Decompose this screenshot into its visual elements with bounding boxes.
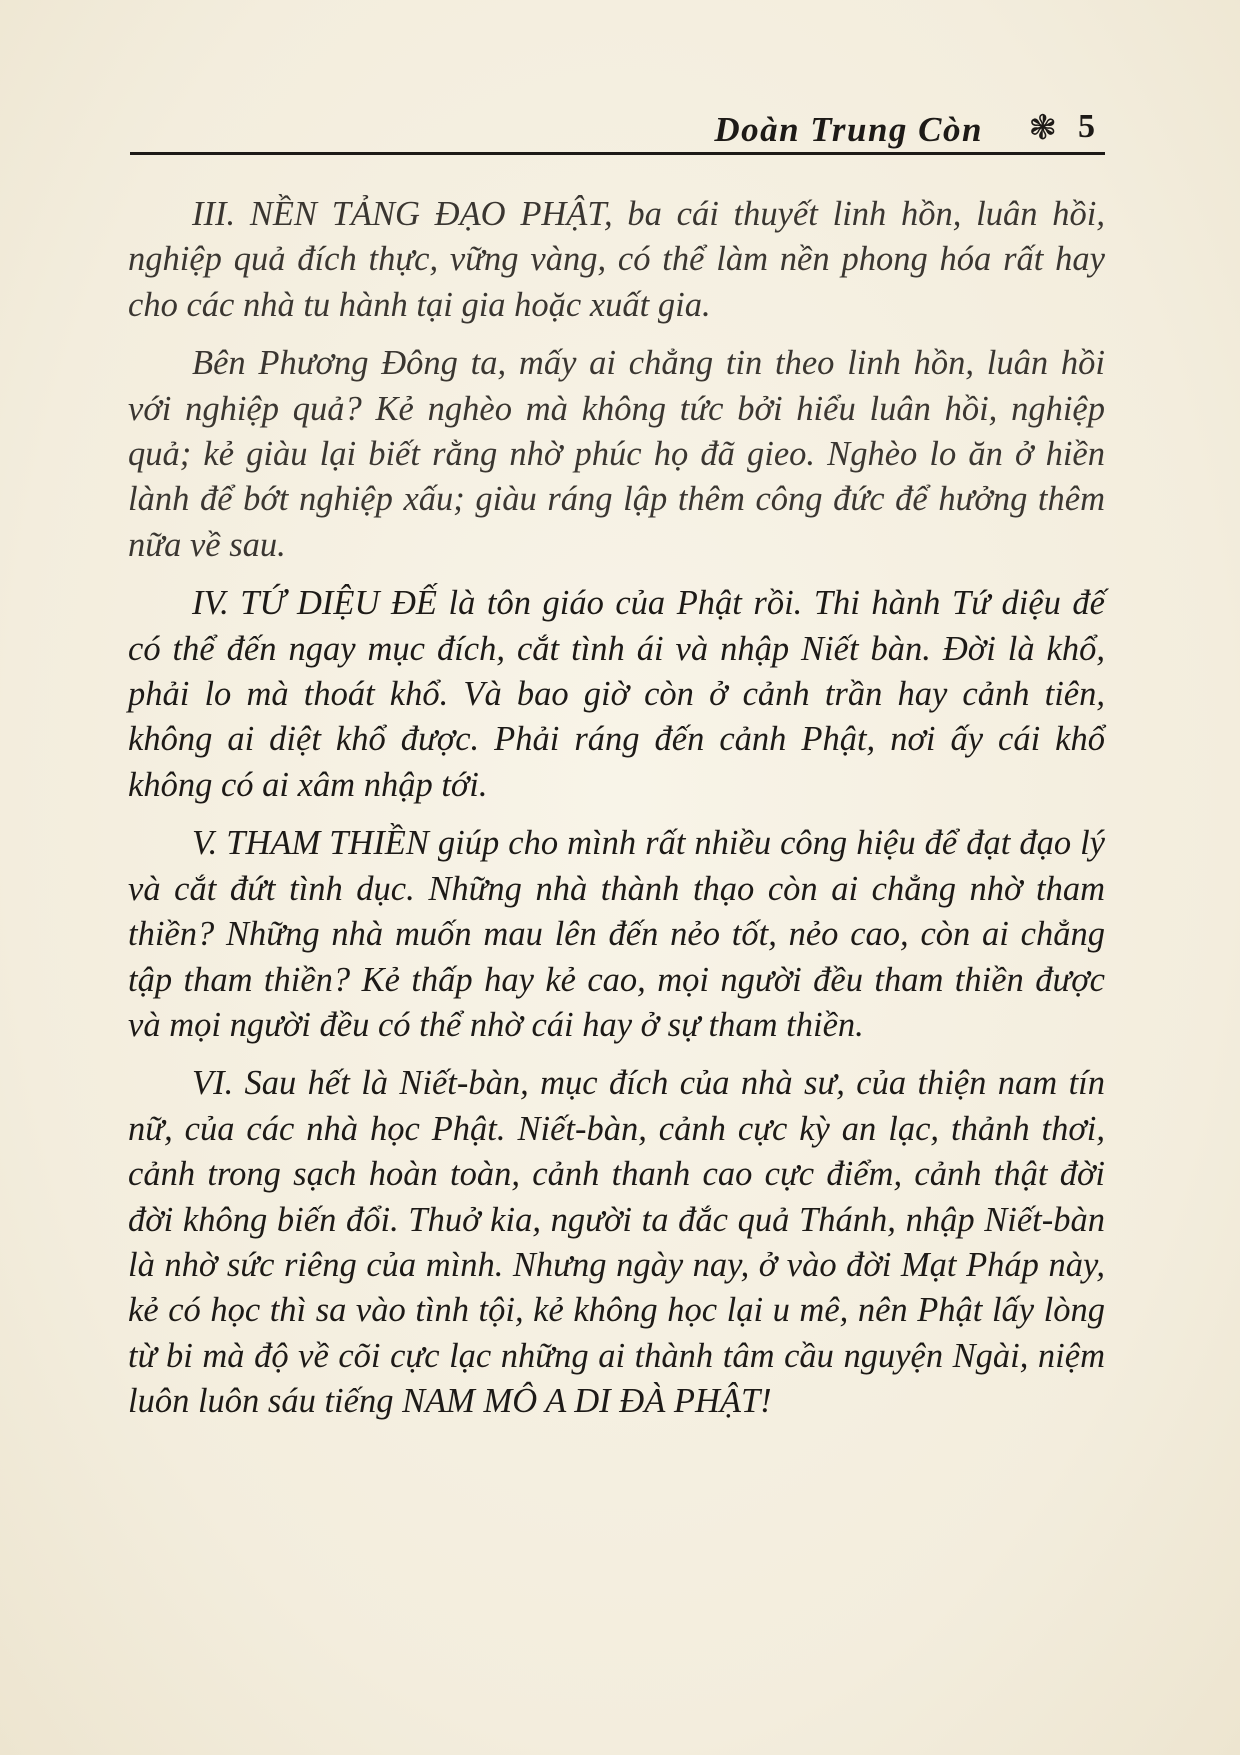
page-number: 5 — [1078, 108, 1095, 145]
paragraph-nen-tang: III. NỀN TẢNG ĐẠO PHẬT, ba cái thuyết linh hồn, luân hồi, nghiệp quả đích thực, vững vàng, có thể làm nền phong hóa rất hay cho các nhà tu hành tại gia hoặc xuất gia. — [128, 195, 1105, 324]
body-text — [128, 192, 1105, 1438]
running-header — [130, 104, 1105, 155]
asterisk-ornament-icon: ❃ — [1028, 108, 1057, 148]
paragraph-tu-dieu-de: IV. TỨ DIỆU ĐẾ là tôn giáo của Phật rồi. Thi hành Tứ diệu đế có thể đến ngay mục đích, cắt tình ái và nhập Niết bàn. Đời là khổ, phải lo mà thoát khổ. Và bao giờ còn ở cảnh trần hay cảnh tiên, không ai diệt khổ được. Phải ráng đến cảnh Phật, nơi ấy cái khổ không có ai xâm nhập tới. — [128, 584, 1105, 804]
header-author-title: Doàn Trung Còn — [714, 110, 983, 149]
paragraph-phuong-dong: Bên Phương Đông ta, mấy ai chẳng tin theo linh hồn, luân hồi với nghiệp quả? Kẻ nghèo mà không tức bởi hiểu luân hồi, nghiệp quả; kẻ giàu lại biết rằng nhờ phúc họ đã gieo. Nghèo lo ăn ở hiền lành để bớt nghiệp xấu; giàu ráng lập thêm công đức để hưởng thêm nữa về sau. — [128, 344, 1105, 564]
paragraph-niet-ban: VI. Sau hết là Niết-bàn, mục đích của nhà sư, của thiện nam tín nữ, của các nhà học Phật. Niết-bàn, cảnh cực kỳ an lạc, thảnh thơi, cảnh trong sạch hoàn toàn, cảnh thanh cao cực điểm, cảnh thật đời đời không biến đổi. Thuở kia, người ta đắc quả Thánh, nhập Niết-bàn là nhờ sức riêng của mình. Nhưng ngày nay, ở vào đời Mạt Pháp này, kẻ có học thì sa vào tình tội, kẻ không học lại u mê, nên Phật lấy lòng từ bi mà độ về cõi cực lạc những ai thành tâm cầu nguyện Ngài, niệm luôn luôn sáu tiếng NAM MÔ A DI ĐÀ PHẬT! — [128, 1064, 1105, 1421]
paragraph-tham-thien: V. THAM THIỀN giúp cho mình rất nhiều công hiệu để đạt đạo lý và cắt đứt tình dục. Những nhà thành thạo còn ai chẳng nhờ tham thiền? Những nhà muốn mau lên đến nẻo tốt, nẻo cao, còn ai chẳng tập tham thiền? Kẻ thấp hay kẻ cao, mọi người đều tham thiền được và mọi người đều có thể nhờ cái hay ở sự tham thiền. — [128, 824, 1105, 1044]
